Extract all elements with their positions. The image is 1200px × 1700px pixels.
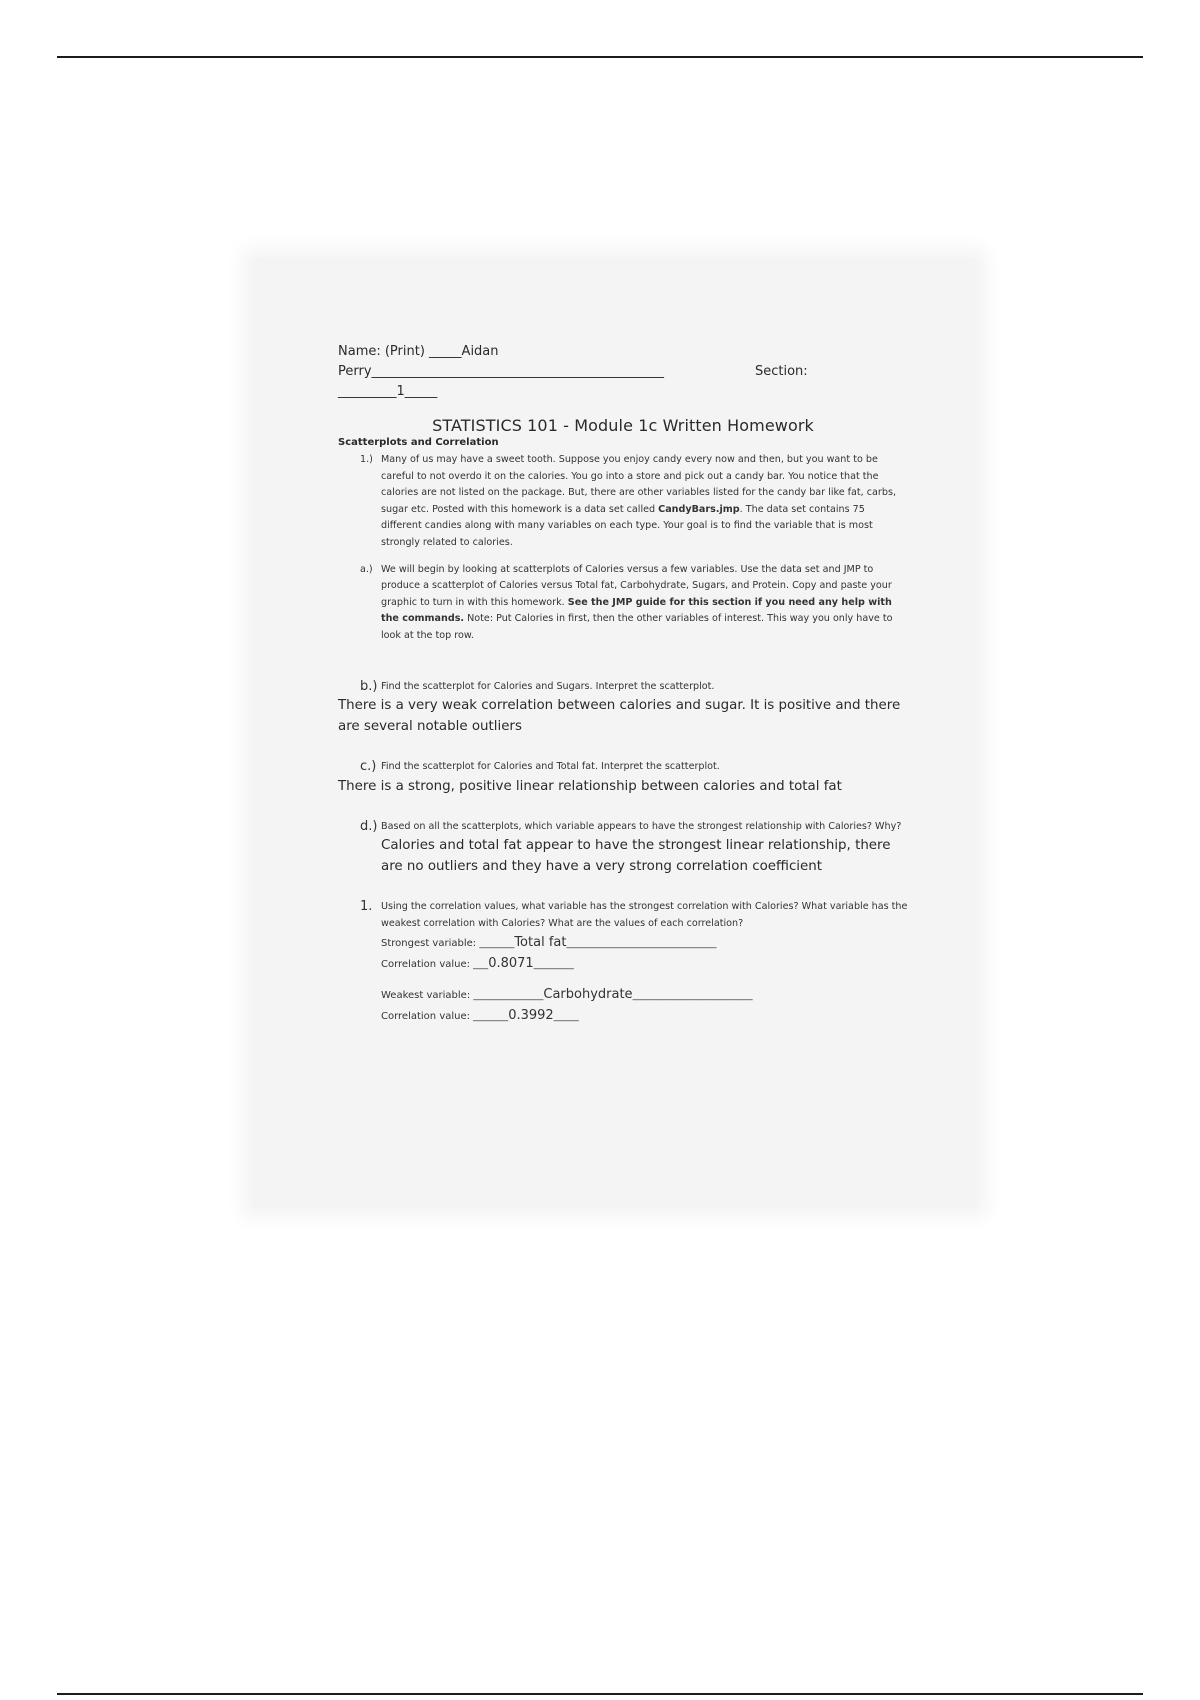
- strongest-correlation-line: [381, 954, 908, 975]
- strongest-variable-line: [381, 933, 908, 954]
- correlation-label: Correlation value: _______: [381, 1010, 509, 1022]
- question-text: Using the correlation values, what variable has the strongest correlation with Calories? What variable has the weakest correlation with Calories? What are the values of each correlation?: [381, 901, 908, 929]
- dataset-filename: CandyBars.jmp: [658, 503, 740, 515]
- homework-page: [338, 342, 908, 1027]
- question-number: 1.: [360, 899, 373, 915]
- correlation-label: Correlation value: ___: [381, 958, 489, 970]
- underline: _____: [553, 1010, 579, 1022]
- question-text: Based on all the scatterplots, which variable appears to have the strongest relationship with Calories? Why?: [381, 820, 902, 832]
- question-1: [338, 452, 908, 552]
- weakest-correlation-line: [381, 1006, 908, 1027]
- underline: ________: [533, 958, 574, 970]
- jmp-guide-note: See the JMP guide for this section if you need any help with the commands.: [381, 596, 892, 625]
- header-block: [338, 342, 908, 402]
- top-rule: [57, 56, 1143, 58]
- question-2: [338, 899, 908, 1026]
- underline: ______________________________: [566, 937, 717, 949]
- question-number: d.): [360, 818, 378, 834]
- section-label: Section:: [755, 364, 808, 379]
- question-text: Many of us may have a sweet tooth. Suppose you enjoy candy every now and then, but you want to be careful to not overdo it on the calories. You go into a store and pick out a candy bar. You notice that the calories are not listed on the package. But, there are other variables listed for the candy bar like fat, carbs, sugar etc. Posted with this homework is a data set called: [381, 454, 897, 515]
- question-c: [338, 759, 908, 776]
- question-number: a.): [360, 563, 373, 575]
- question-b: [338, 679, 908, 696]
- answer-d: Calories and total fat appear to have the strongest linear relationship, there are no outliers and they have a very strong correlation coefficient: [381, 838, 891, 875]
- weakest-label: Weakest variable: ______________: [381, 989, 544, 1001]
- question-number: b.): [360, 678, 378, 694]
- question-text: We will begin by looking at scatterplots of Calories versus a few variables. Use the data set and JMP to produce a scatterplot of Calories versus Total fat, Carbohydrate, Sugars, and Protein. Copy and paste your graphic to turn in with this homework.: [381, 563, 892, 608]
- answer-c: There is a strong, positive linear relationship between calories and total fat: [338, 778, 842, 794]
- underline: ________________________: [632, 989, 753, 1001]
- question-text-cont: . The data set contains 75 different candies along with many variables on each type. Your goal is to find the variable that is most strongly related to calories.: [381, 503, 873, 548]
- section-value: _________1_____: [338, 384, 438, 399]
- answer-b: There is a very weak correlation between calories and sugar. It is positive and there are several notable outliers: [338, 698, 901, 735]
- strongest-value: Total fat: [514, 934, 567, 950]
- question-number: c.): [360, 759, 377, 775]
- question-text: Find the scatterplot for Calories and Sugars. Interpret the scatterplot.: [381, 680, 715, 692]
- question-text-cont: Note: Put Calories in first, then the other variables of interest. This way you only have to look at the top row.: [381, 613, 893, 641]
- question-a: [338, 562, 908, 645]
- document-title: STATISTICS 101 - Module 1c Written Homework: [432, 416, 814, 435]
- strong-correlation-value: 0.8071: [488, 955, 534, 971]
- weak-correlation-value: 0.3992: [508, 1007, 554, 1023]
- weakest-variable-line: [381, 985, 908, 1006]
- name-line-1: Name: (Print) _____Aidan: [338, 344, 499, 359]
- weakest-value: Carbohydrate: [543, 986, 633, 1002]
- name-line-2: Perry_____________________________________________: [338, 364, 665, 379]
- question-text: Find the scatterplot for Calories and Total fat. Interpret the scatterplot.: [381, 761, 720, 773]
- question-number: 1.): [360, 454, 373, 465]
- section-subtitle: Scatterplots and Correlation: [338, 437, 499, 448]
- strongest-label: Strongest variable: _______: [381, 937, 515, 949]
- question-d: [338, 819, 908, 878]
- bottom-rule: [57, 1693, 1143, 1695]
